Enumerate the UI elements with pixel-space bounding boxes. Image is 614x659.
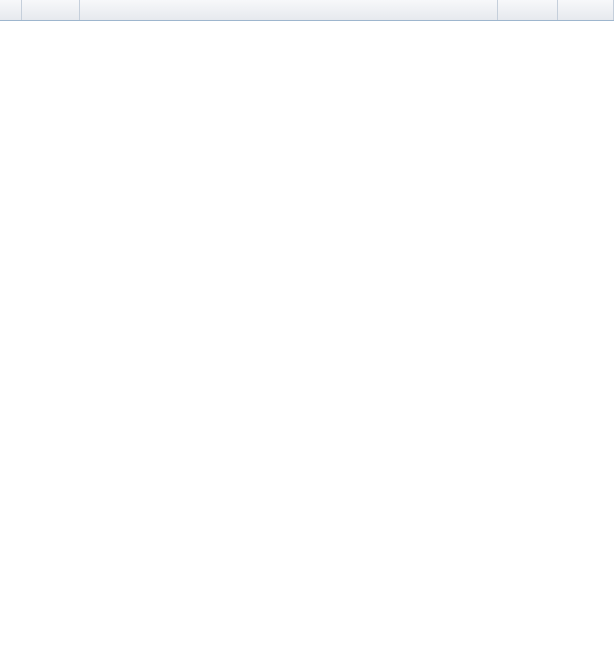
column-header-d[interactable]: [558, 0, 614, 20]
column-header-b[interactable]: [80, 0, 498, 20]
column-header-a[interactable]: [22, 0, 80, 20]
column-header-c[interactable]: [498, 0, 558, 20]
column-header-bar: [0, 0, 614, 21]
select-all-corner[interactable]: [0, 0, 22, 20]
